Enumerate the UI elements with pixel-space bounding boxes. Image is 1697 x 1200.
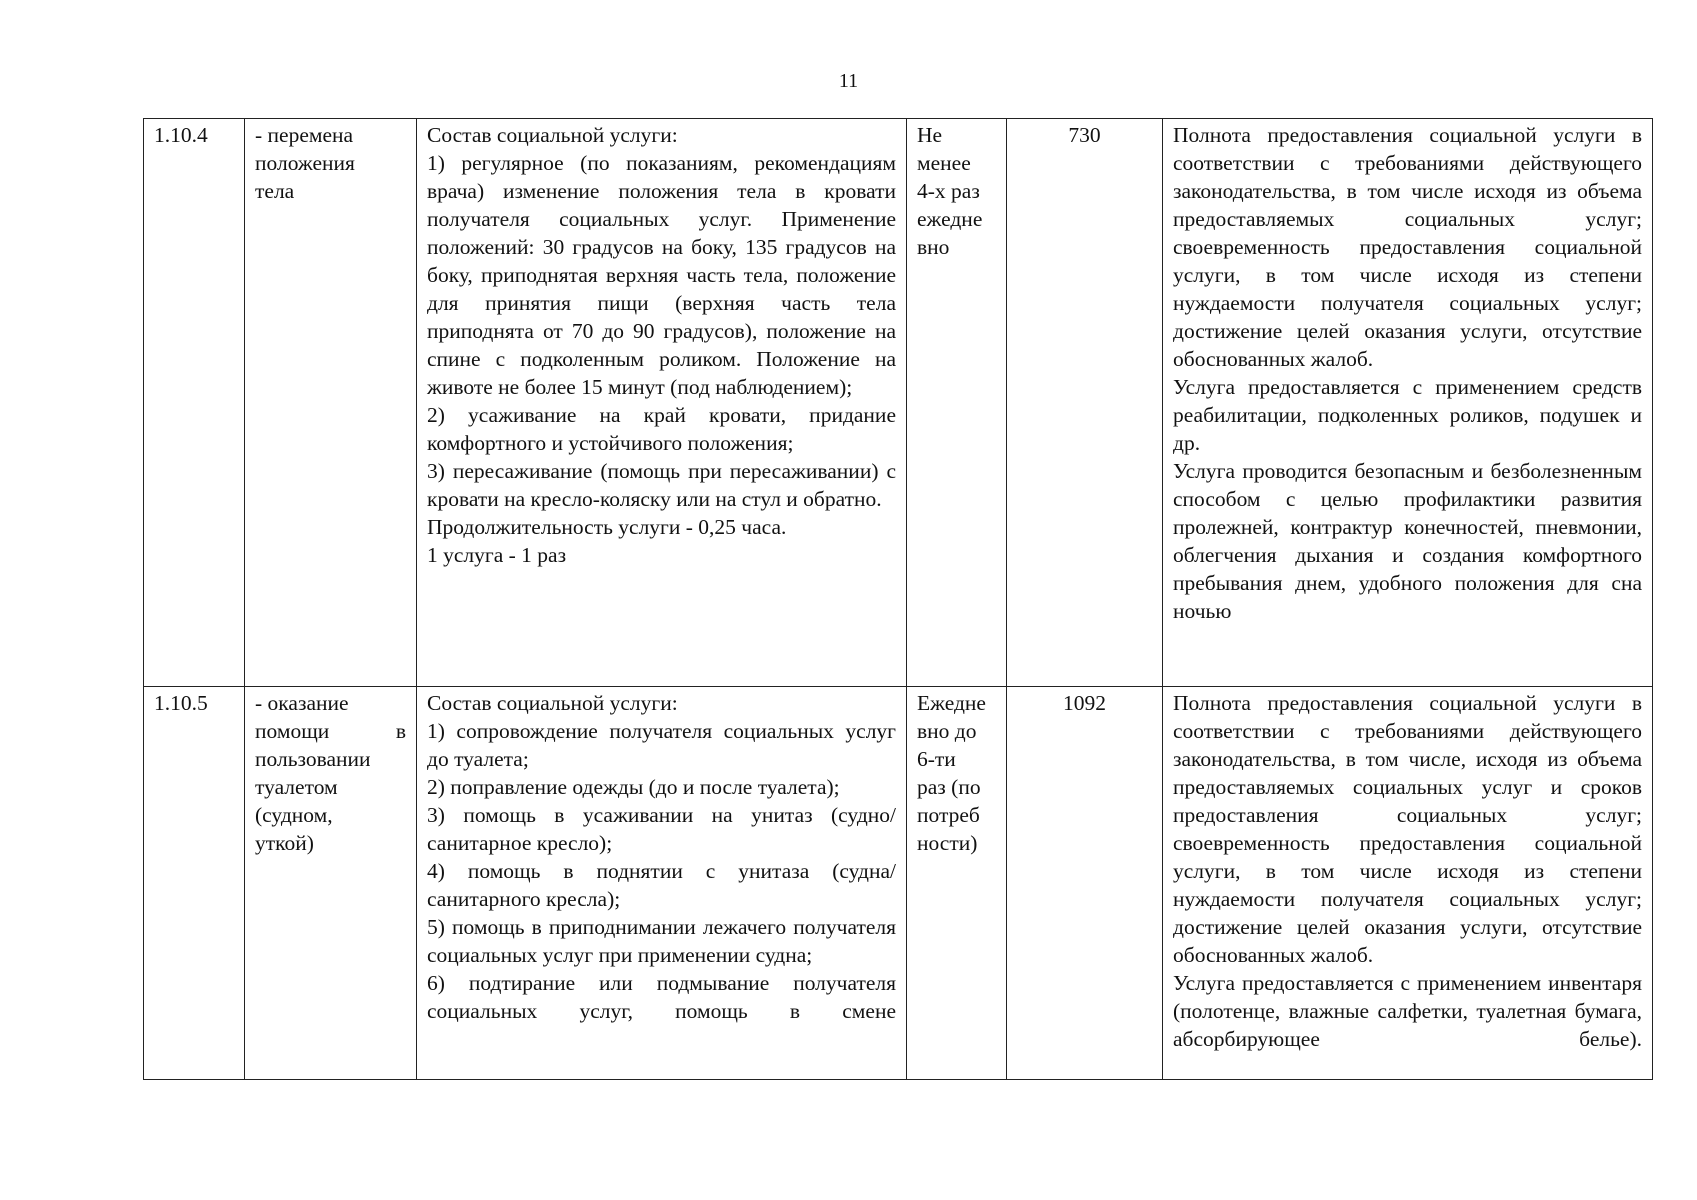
table-row xyxy=(144,687,1653,1080)
service-code: 1.10.4 xyxy=(144,119,245,687)
frequency-line: Ежедне xyxy=(917,691,986,715)
quality-paragraph: Услуга предоставляется с применением средств реабилитации, подколенных роликов, подушек и др. xyxy=(1173,375,1642,455)
service-name-line: помощи в xyxy=(255,719,406,743)
frequency-line: вно до xyxy=(917,719,977,743)
composition-paragraph: 6) подтирание или подмывание получателя социальных услуг, помощь в смене xyxy=(427,971,896,1023)
composition-paragraph: 4) помощь в поднятии с унитаза (судна/санитарного кресла); xyxy=(427,859,896,911)
service-name-line: - перемена xyxy=(255,123,354,147)
frequency-line: 6-ти xyxy=(917,747,956,771)
service-amount: 730 xyxy=(1007,119,1163,687)
page-number: 11 xyxy=(838,70,859,92)
service-composition xyxy=(417,119,907,687)
table-row xyxy=(144,119,1653,687)
composition-paragraph: 2) поправление одежды (до и после туалета); xyxy=(427,775,840,799)
quality-paragraph: Услуга проводится безопасным и безболезненным способом с целью профилактики развития пролежней, контрактур конечностей, пневмонии, облегчения дыхания и создания комфортного пребывания днем, удобного положения для сна ночью xyxy=(1173,459,1642,623)
service-name-line: (судном, xyxy=(255,803,333,827)
frequency-line: раз (по xyxy=(917,775,981,799)
composition-paragraph: 1) регулярное (по показаниям, рекомендациям врача) изменение положения тела в кровати получателя социальных услуг. Применение положений: 30 градусов на боку, 135 градусов на боку, приподнятая верхняя часть тела, положение для принятия пищи (верхняя часть тела приподнята от 70 до 90 градусов), положение на спине с подколенным роликом. Положение на животе не более 15 минут (под наблюдением); xyxy=(427,151,896,399)
quality-paragraph: Полнота предоставления социальной услуги в соответствии с требованиями действующего законодательства, в том числе, исходя из объема предоставляемых социальных услуг и сроков предоставления социальных услуг; своевременность предоставления социальной услуги, в том числе исходя из степени нуждаемости получателя социальных услуг; достижение целей оказания услуги, отсутствие обоснованных жалоб. xyxy=(1173,691,1642,967)
service-name-line: положения xyxy=(255,151,355,175)
composition-paragraph: 2) усаживание на край кровати, придание комфортного и устойчивого положения; xyxy=(427,403,896,455)
service-composition xyxy=(417,687,907,1080)
frequency-line: потреб xyxy=(917,803,980,827)
composition-paragraph: 3) помощь в усаживании на унитаз (судно/санитарное кресло); xyxy=(427,803,896,855)
service-name-line: пользовании xyxy=(255,747,371,771)
frequency-line: Не xyxy=(917,123,943,147)
service-code: 1.10.5 xyxy=(144,687,245,1080)
composition-paragraph: 1 услуга - 1 раз xyxy=(427,543,567,567)
frequency-line: ежедне xyxy=(917,207,983,231)
service-name-line: уткой) xyxy=(255,831,314,855)
quality-paragraph: Услуга предоставляется с применением инвентаря (полотенце, влажные салфетки, туалетная бумага, абсорбирующее белье). xyxy=(1173,971,1642,1051)
frequency-line: вно xyxy=(917,235,950,259)
service-amount: 1092 xyxy=(1007,687,1163,1080)
service-name-line: туалетом xyxy=(255,775,338,799)
service-name xyxy=(245,687,417,1080)
service-name-line: тела xyxy=(255,179,295,203)
composition-paragraph: 3) пересаживание (помощь при пересаживании) с кровати на кресло-коляску или на стул и обратно. xyxy=(427,459,896,511)
frequency-line: менее xyxy=(917,151,971,175)
service-frequency xyxy=(907,687,1007,1080)
quality-paragraph: Полнота предоставления социальной услуги в соответствии с требованиями действующего законодательства, в том числе исходя из объема предоставляемых социальных услуг; своевременность предоставления социальной услуги, в том числе исходя из степени нуждаемости получателя социальных услуг; достижение целей оказания услуги, отсутствие обоснованных жалоб. xyxy=(1173,123,1642,371)
services-table xyxy=(143,118,1653,1080)
composition-paragraph: Продолжительность услуги - 0,25 часа. xyxy=(427,515,787,539)
service-name-line: - оказание xyxy=(255,691,349,715)
composition-paragraph: Состав социальной услуги: xyxy=(427,123,678,147)
composition-paragraph: 1) сопровождение получателя социальных услуг до туалета; xyxy=(427,719,896,771)
composition-paragraph: Состав социальной услуги: xyxy=(427,691,678,715)
composition-paragraph: 5) помощь в приподнимании лежачего получателя социальных услуг при применении судна; xyxy=(427,915,896,967)
frequency-line: ности) xyxy=(917,831,978,855)
service-frequency xyxy=(907,119,1007,687)
frequency-line: 4-х раз xyxy=(917,179,980,203)
service-quality xyxy=(1163,687,1653,1080)
service-name xyxy=(245,119,417,687)
service-quality xyxy=(1163,119,1653,687)
